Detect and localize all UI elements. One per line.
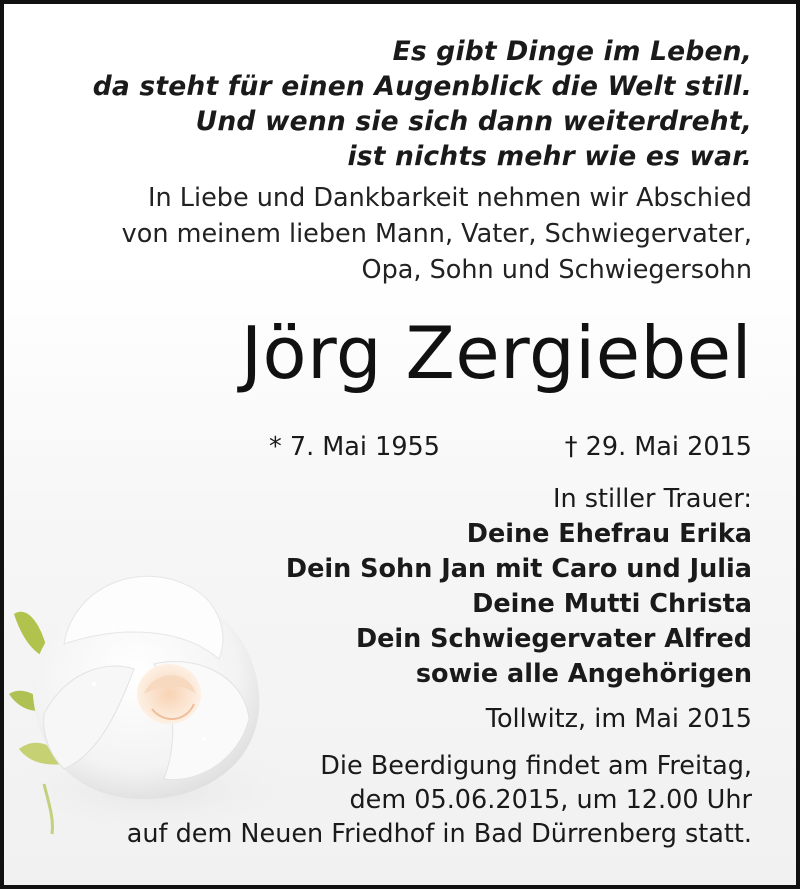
deceased-name: Jörg Zergiebel	[240, 311, 752, 395]
poem-line: ist nichts mehr wie es war.	[347, 141, 752, 172]
poem-line: Und wenn sie sich dann weiterdreht,	[195, 106, 752, 137]
intro-line: Opa, Sohn und Schwiegersohn	[361, 255, 752, 285]
funeral-info	[127, 749, 752, 851]
death-date: † 29. Mai 2015	[564, 432, 752, 462]
mourner-name: Deine Ehefrau Erika	[466, 519, 752, 549]
farewell-intro	[122, 180, 752, 288]
birth-date: * 7. Mai 1955	[269, 432, 441, 462]
poem-line: da steht für einen Augenblick die Welt still.	[92, 71, 752, 102]
intro-line: von meinem lieben Mann, Vater, Schwiegervater,	[121, 219, 752, 249]
mourners-list	[286, 482, 752, 692]
funeral-line: dem 05.06.2015, um 12.00 Uhr	[349, 785, 752, 815]
mourner-name: Deine Mutti Christa	[472, 589, 752, 619]
funeral-line: Die Beerdigung findet am Freitag,	[320, 751, 752, 781]
mourner-name: Dein Schwiegervater Alfred	[355, 624, 752, 654]
mourner-name: Dein Sohn Jan mit Caro und Julia	[285, 554, 752, 584]
mourner-name: sowie alle Angehörigen	[415, 659, 752, 689]
poem-line: Es gibt Dinge im Leben,	[392, 36, 752, 67]
intro-line: In Liebe und Dankbarkeit nehmen wir Abschied	[148, 183, 752, 213]
place-date: Tollwitz, im Mai 2015	[485, 704, 752, 734]
mourning-heading: In stiller Trauer:	[552, 484, 752, 514]
poem-text	[93, 34, 752, 174]
life-dates	[269, 429, 752, 465]
funeral-line: auf dem Neuen Friedhof in Bad Dürrenberg statt.	[126, 819, 752, 849]
